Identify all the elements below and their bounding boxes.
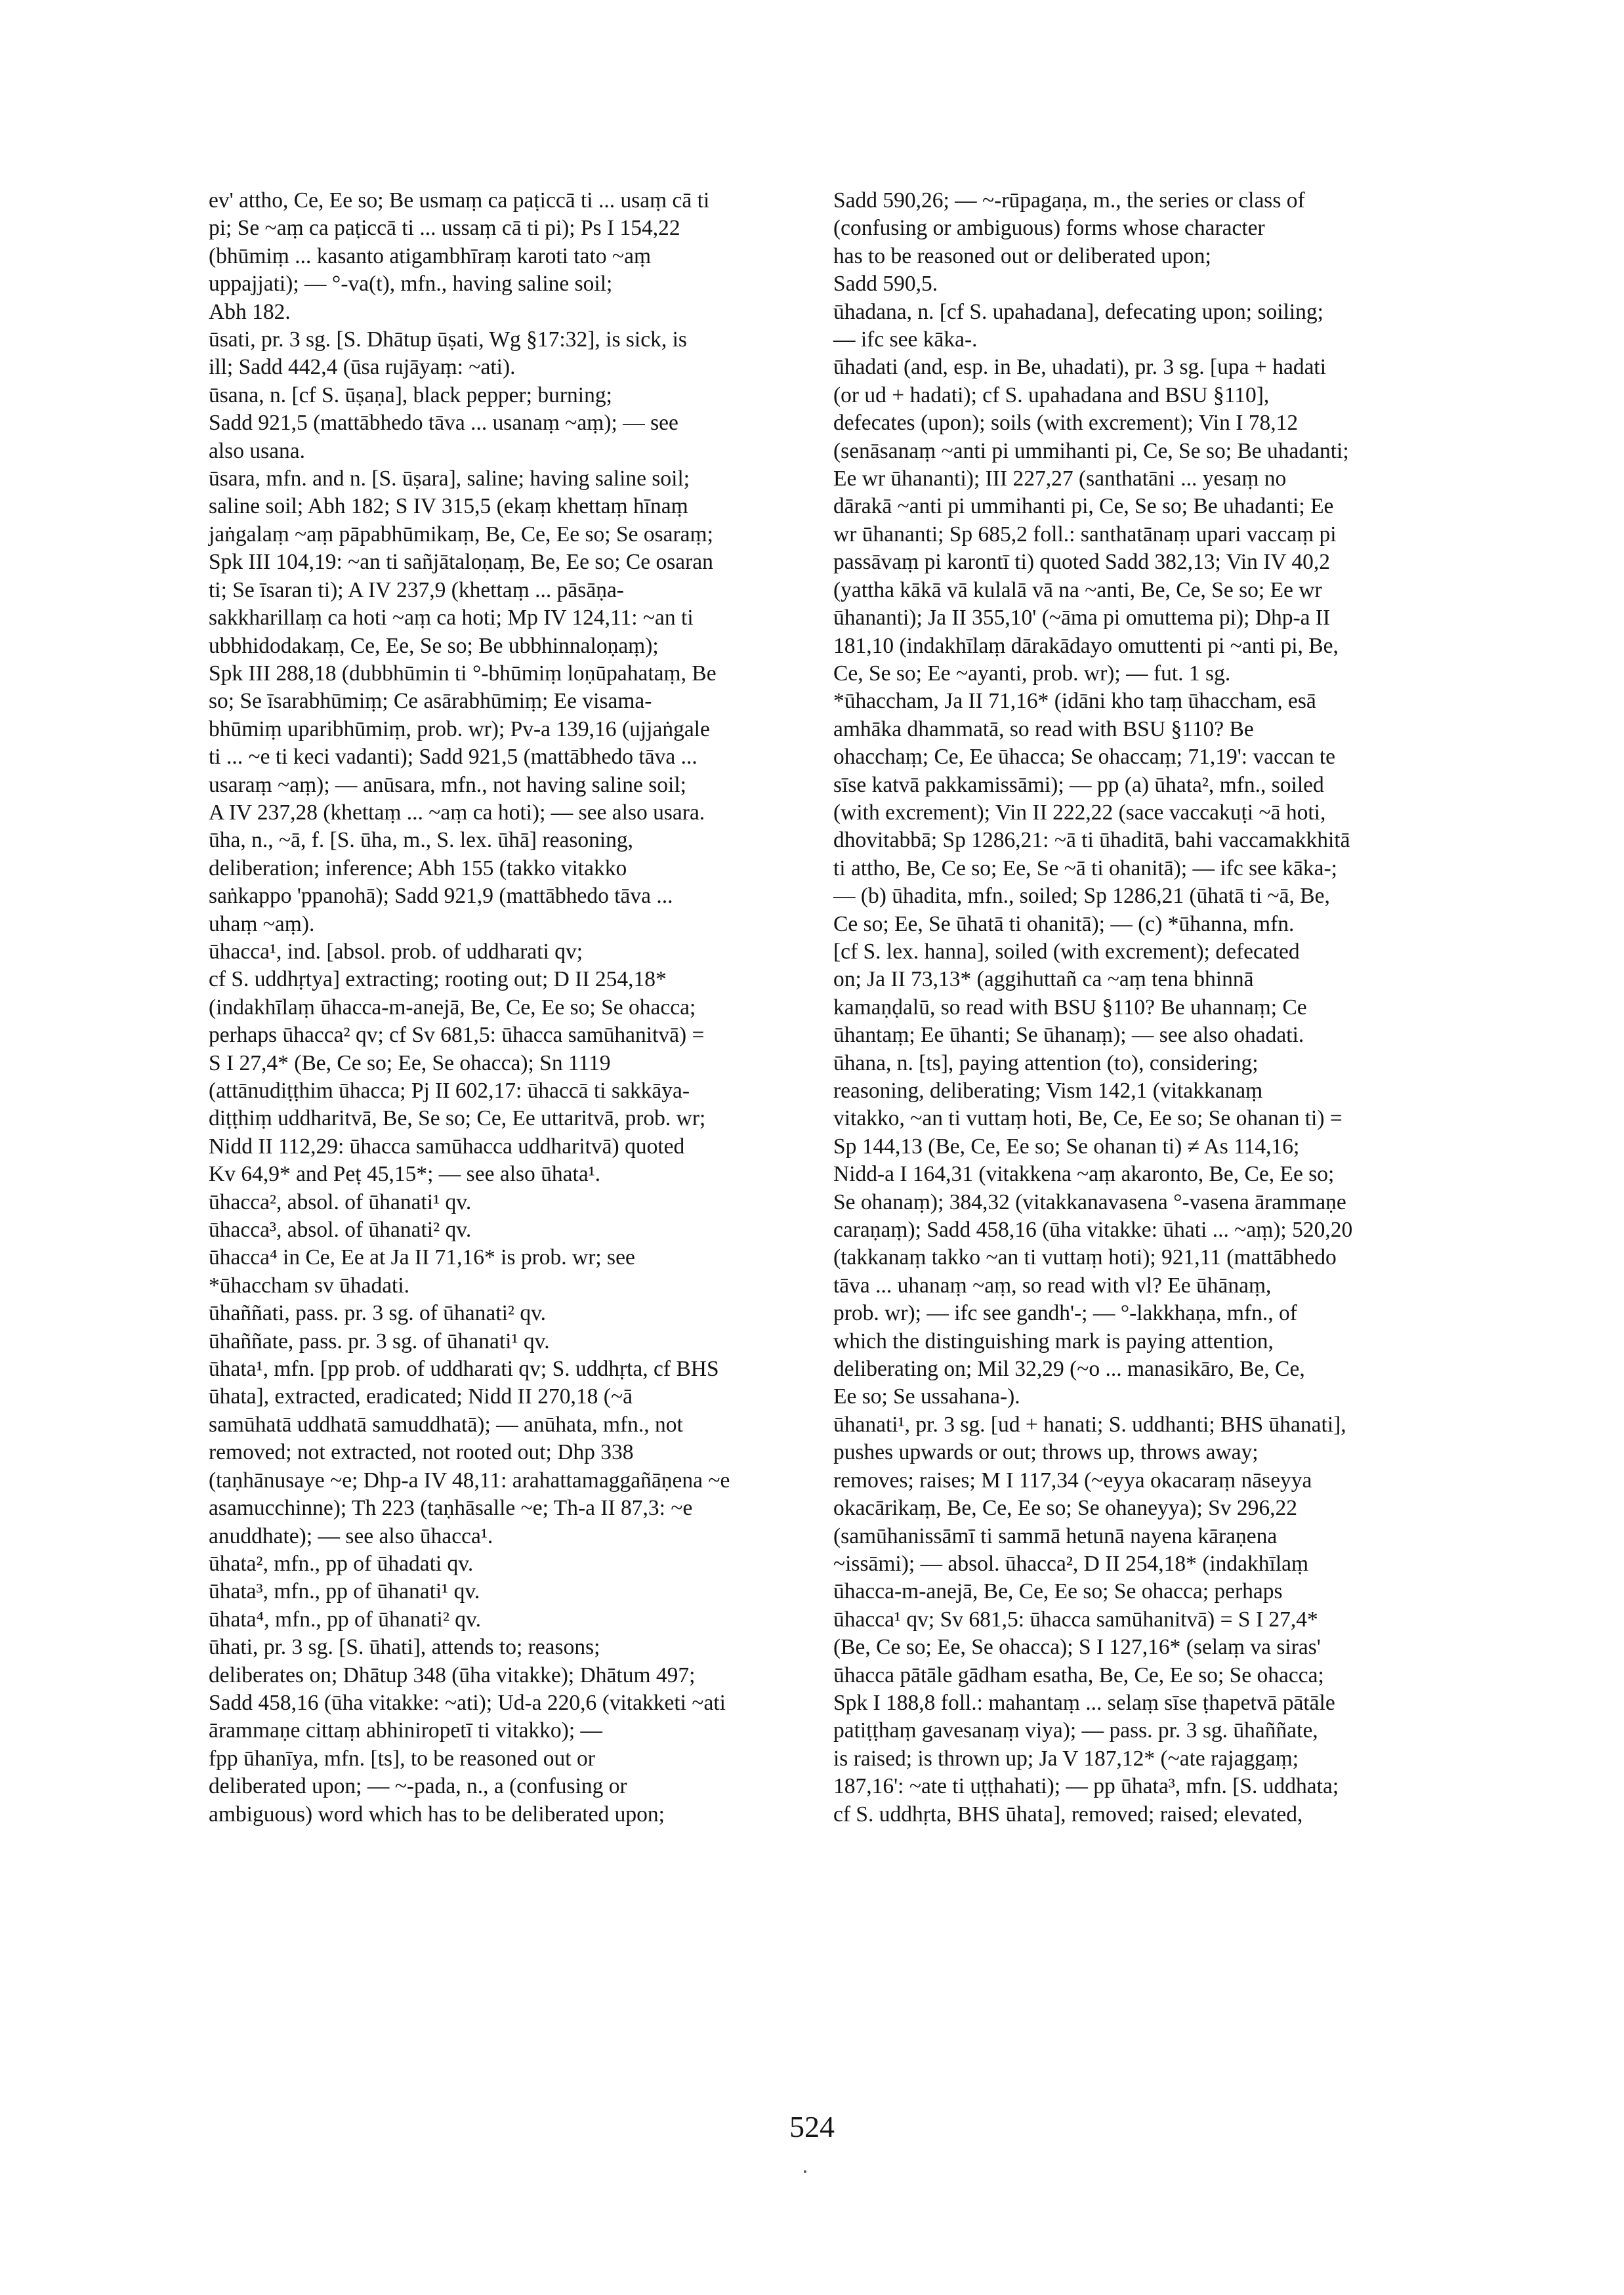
- entry-line: (or ud + hadati); cf S. upahadana and BSU §110],: [833, 382, 1270, 407]
- entry-line: deliberates on; Dhātup 348 (ūha vitakke); Dhātum 497;: [209, 1663, 696, 1687]
- entry-line: has to be reasoned out or deliberated upon;: [833, 243, 1211, 268]
- entry-line: diṭṭhiṃ uddharitvā, Be, Se so; Ce, Ee uttaritvā, prob. wr;: [209, 1106, 706, 1131]
- entry-line: ti; Se īsaran ti); A IV 237,9 (khettaṃ ... pāsāṇa-: [209, 577, 624, 602]
- dictionary-entry: [209, 1606, 819, 1634]
- entry-line: 181,10 (indakhīlaṃ dārakādayo omuttenti pi ~anti pi, Be,: [833, 633, 1339, 658]
- entry-line: asamucchinne); Th 223 (taṇhāsalle ~e; Th-a II 87,3: ~e: [209, 1496, 693, 1521]
- entry-line: Ee so; Se ussahana-).: [833, 1384, 1020, 1409]
- entry-line: sakkharillaṃ ca hoti ~aṃ ca hoti; Mp IV 124,11: ~an ti: [209, 606, 694, 631]
- entry-line: Nidd-a I 164,31 (vitakkena ~aṃ akaronto, Be, Ce, Ee so;: [833, 1162, 1335, 1187]
- entry-line: patiṭṭhaṃ gavesanaṃ viya); — pass. pr. 3 sg. ūhaññate,: [833, 1718, 1318, 1743]
- entry-line: kamaṇḍalū, so read with BSU §110? Be uhannaṃ; Ce: [833, 995, 1307, 1020]
- entry-line: ūhata², mfn., pp of ūhadati qv.: [209, 1551, 474, 1576]
- entry-line: *ūhaccham sv ūhadati.: [209, 1273, 410, 1298]
- entry-line: 187,16': ~ate ti uṭṭhahati); — pp ūhata³, mfn. [S. uddhata;: [833, 1774, 1339, 1799]
- entry-line: Kv 64,9* and Peṭ 45,15*; — see also ūhata¹.: [209, 1162, 601, 1187]
- entry-line: ūhacca¹ qv; Sv 681,5: ūhacca samūhanitvā) = S I 27,4*: [833, 1607, 1318, 1632]
- entry-line: ārammaṇe cittaṃ abhiniropetī ti vitakko); —: [209, 1718, 603, 1743]
- entry-line: okacārikaṃ, Be, Ce, Ee so; Se ohaneyya); Sv 296,22: [833, 1496, 1298, 1521]
- entry-line: saṅkappo 'ppanohā); Sadd 921,9 (mattābhedo tāva ...: [209, 884, 673, 909]
- entry-line: which the distinguishing mark is paying attention,: [833, 1329, 1274, 1354]
- entry-line: samūhatā uddhatā samuddhatā); — anūhata, mfn., not: [209, 1412, 683, 1437]
- entry-line: ūhaññate, pass. pr. 3 sg. of ūhanati¹ qv.: [209, 1329, 550, 1354]
- entry-line: ūsana, n. [cf S. ūṣaṇa], black pepper; burning;: [209, 382, 612, 407]
- dictionary-entry: [209, 938, 819, 1189]
- dictionary-entry: [209, 1634, 819, 1829]
- entry-line: so; Se īsarabhūmiṃ; Ce asārabhūmiṃ; Ee visama-: [209, 689, 652, 714]
- entry-line: deliberated upon; — ~-pada, n., a (confusing or: [209, 1774, 627, 1799]
- entry-line: ti attho, Be, Ce so; Ee, Se ~ā ti ohanitā); — ifc see kāka-;: [833, 856, 1337, 880]
- entry-line: dhovitabbā; Sp 1286,21: ~ā ti ūhaditā, bahi vaccamakkhitā: [833, 828, 1350, 853]
- entry-line: Se ohanaṃ); 384,32 (vitakkanavasena °-vasena ārammaṇe: [833, 1189, 1346, 1214]
- dictionary-entry: [833, 354, 1444, 1049]
- entry-line: uppajjati); — °-va(t), mfn., having saline soil;: [209, 272, 613, 297]
- entry-line: (Be, Ce so; Ee, Se ohacca); S I 127,16* (selaṃ va siras': [833, 1635, 1321, 1660]
- entry-line: (with excrement); Vin II 222,22 (sace vaccakuṭi ~ā hoti,: [833, 800, 1326, 825]
- entry-line: ūhacca-m-anejā, Be, Ce, Ee so; Se ohacca; perhaps: [833, 1579, 1283, 1604]
- entry-line: uhaṃ ~aṃ).: [209, 911, 315, 936]
- dictionary-entry: [209, 1189, 819, 1216]
- entry-line: ill; Sadd 442,4 (ūsa rujāyaṃ: ~ati).: [209, 355, 516, 380]
- entry-line: ti ... ~e ti keci vadanti); Sadd 921,5 (mattābhedo tāva ...: [209, 745, 697, 770]
- entry-line: Sadd 921,5 (mattābhedo tāva ... usanaṃ ~aṃ); — see: [209, 411, 678, 436]
- entry-line: Sadd 590,5.: [833, 272, 938, 297]
- entry-line: ~issāmi); — absol. ūhacca², D II 254,18* (indakhīlaṃ: [833, 1551, 1309, 1576]
- entry-line: pi; Se ~aṃ ca paṭiccā ti ... ussaṃ cā ti pi); Ps I 154,22: [209, 216, 680, 241]
- entry-line: ūhantaṃ; Ee ūhanti; Se ūhanaṃ); — see also ohadati.: [833, 1023, 1304, 1048]
- entry-line: ubbhidodakaṃ, Ce, Ee, Se so; Be ubbhinnaloṇaṃ);: [209, 633, 659, 658]
- entry-line: perhaps ūhacca² qv; cf Sv 681,5: ūhacca samūhanitvā) =: [209, 1023, 705, 1048]
- entry-line: ūsara, mfn. and n. [S. ūṣara], saline; having saline soil;: [209, 466, 690, 491]
- entry-line: (samūhanissāmī ti sammā hetunā nayena kāraṇena: [833, 1523, 1278, 1548]
- entry-line: removes; raises; M I 117,34 (~eyya okacaraṃ nāseyya: [833, 1468, 1312, 1493]
- entry-line: ūhata¹, mfn. [pp prob. of uddharati qv; S. uddhṛta, cf BHS: [209, 1357, 719, 1382]
- entry-line: ūhanati¹, pr. 3 sg. [ud + hanati; S. uddhanti; BHS ūhanati],: [833, 1412, 1346, 1437]
- entry-line: saline soil; Abh 182; S IV 315,5 (ekaṃ khettaṃ hīnaṃ: [209, 494, 688, 519]
- dictionary-entry: [209, 1578, 819, 1605]
- entry-line: [cf S. lex. hanna], soiled (with excrement); defecated: [833, 939, 1300, 964]
- entry-line: anuddhate); — see also ūhacca¹.: [209, 1523, 493, 1548]
- entry-line: also usana.: [209, 438, 305, 463]
- entry-line: ūhata], extracted, eradicated; Nidd II 270,18 (~ā: [209, 1384, 633, 1409]
- dictionary-entry: [833, 299, 1444, 354]
- entry-line: sīse katvā pakkamissāmi); — pp (a) ūhata², mfn., soiled: [833, 772, 1324, 797]
- entry-line: Sadd 590,26; — ~-rūpagaṇa, m., the series or class of: [833, 188, 1305, 213]
- dictionary-entry: [209, 1244, 819, 1300]
- dictionary-entry: [833, 187, 1444, 299]
- entry-line: is raised; is thrown up; Ja V 187,12* (~ate rajaggaṃ;: [833, 1746, 1299, 1771]
- dictionary-entry: [833, 1411, 1444, 1829]
- entry-line: ūhaññati, pass. pr. 3 sg. of ūhanati² qv.: [209, 1301, 547, 1326]
- entry-line: deliberating on; Mil 32,29 (~o ... manasikāro, Be, Ce,: [833, 1357, 1305, 1382]
- entry-line: Ce, Se so; Ee ~ayanti, prob. wr); — fut. 1 sg.: [833, 661, 1231, 686]
- scan-speck: [804, 2170, 806, 2173]
- entry-line: ūhadana, n. [cf S. upahadana], defecating upon; soiling;: [833, 299, 1323, 324]
- entry-line: vitakko, ~an ti vuttaṃ hoti, Be, Ce, Ee so; Se ohanan ti) =: [833, 1106, 1343, 1131]
- dictionary-entry: [209, 1216, 819, 1244]
- dictionary-entry: [209, 1300, 819, 1327]
- entry-line: ūhati, pr. 3 sg. [S. ūhati], attends to; reasons;: [209, 1635, 600, 1660]
- entry-line: S I 27,4* (Be, Ce so; Ee, Se ohacca); Sn 1119: [209, 1050, 611, 1075]
- dictionary-entry: [209, 187, 819, 326]
- entry-line: jaṅgalaṃ ~aṃ pāpabhūmikaṃ, Be, Ce, Ee so; Se osaraṃ;: [209, 522, 713, 547]
- dictionary-entry: [209, 827, 819, 938]
- entry-line: amhāka dhammatā, so read with BSU §110? Be: [833, 716, 1254, 741]
- entry-line: ev' attho, Ce, Ee so; Be usmaṃ ca paṭiccā ti ... usaṃ cā ti: [209, 188, 710, 213]
- entry-line: — (b) ūhadita, mfn., soiled; Sp 1286,21 (ūhatā ti ~ā, Be,: [833, 884, 1330, 909]
- page-number: 524: [789, 2110, 835, 2143]
- entry-line: Sadd 458,16 (ūha vitakke: ~ati); Ud-a 220,6 (vitakketi ~ati: [209, 1690, 726, 1715]
- entry-line: wr ūhananti; Sp 685,2 foll.: santhatānaṃ upari vaccaṃ pi: [833, 522, 1337, 547]
- entry-line: (attānudiṭṭhim ūhacca; Pj II 602,17: ūhaccā ti sakkāya-: [209, 1079, 690, 1103]
- entry-line: cf S. uddhṛtya] extracting; rooting out; D II 254,18*: [209, 967, 667, 992]
- dictionary-entry: [209, 465, 819, 827]
- entry-line: — ifc see kāka-.: [833, 327, 978, 352]
- entry-line: Spk III 288,18 (dubbhūmin ti °-bhūmiṃ loṇūpahataṃ, Be: [209, 661, 717, 686]
- entry-line: Abh 182.: [209, 299, 291, 324]
- entry-line: ūhata³, mfn., pp of ūhanati¹ qv.: [209, 1579, 480, 1604]
- entry-line: tāva ... uhanaṃ ~aṃ, so read with vl? Ee ūhānaṃ,: [833, 1273, 1272, 1298]
- entry-line: ūsati, pr. 3 sg. [S. Dhātup ūṣati, Wg §17:32], is sick, is: [209, 327, 687, 352]
- dictionary-entry: [209, 382, 819, 465]
- entry-line: prob. wr); — ifc see gandh'-; — °-lakkhaṇa, mfn., of: [833, 1301, 1297, 1326]
- entry-line: Nidd II 112,29: ūhacca samūhacca uddharitvā) quoted: [209, 1134, 685, 1159]
- entry-line: (takkanaṃ takko ~an ti vuttaṃ hoti); 921,11 (mattābhedo: [833, 1245, 1337, 1270]
- entry-line: ambiguous) word which has to be deliberated upon;: [209, 1802, 665, 1827]
- entry-line: removed; not extracted, not rooted out; Dhp 338: [209, 1440, 634, 1465]
- entry-line: ūhacca², absol. of ūhanati¹ qv.: [209, 1189, 472, 1214]
- entry-line: ūhana, n. [ts], paying attention (to), considering;: [833, 1050, 1259, 1075]
- entry-line: (senāsanaṃ ~anti pi ummihanti pi, Ce, Se so; Be uhadanti;: [833, 438, 1349, 463]
- entry-line: (indakhīlaṃ ūhacca-m-anejā, Be, Ce, Ee so; Se ohacca;: [209, 995, 696, 1020]
- entry-line: usaraṃ ~aṃ); — anūsara, mfn., not having saline soil;: [209, 772, 686, 797]
- dictionary-entry: [209, 1355, 819, 1550]
- entry-line: ūhata⁴, mfn., pp of ūhanati² qv.: [209, 1607, 481, 1632]
- entry-line: pushes upwards or out; throws up, throws away;: [833, 1440, 1259, 1465]
- entry-line: Ce so; Ee, Se ūhatā ti ohanitā); — (c) *ūhanna, mfn.: [833, 911, 1295, 936]
- entry-line: Spk III 104,19: ~an ti sañjātaloṇaṃ, Be, Ee so; Ce osaran: [209, 550, 713, 575]
- entry-line: ūhacca³, absol. of ūhanati² qv.: [209, 1218, 472, 1243]
- entry-line: ohacchaṃ; Ce, Ee ūhacca; Se ohaccaṃ; 71,19': vaccan te: [833, 745, 1336, 770]
- entry-line: Ee wr ūhananti); III 227,27 (santhatāni ... yesaṃ no: [833, 466, 1287, 491]
- entry-line: on; Ja II 73,13* (aggihuttañ ca ~aṃ tena bhinnā: [833, 967, 1254, 992]
- entry-line: bhūmiṃ uparibhūmiṃ, prob. wr); Pv-a 139,16 (ujjaṅgale: [209, 716, 710, 741]
- entry-line: ūhacca¹, ind. [absol. prob. of uddharati qv;: [209, 939, 583, 964]
- entry-line: deliberation; inference; Abh 155 (takko vitakko: [209, 856, 627, 880]
- dictionary-entry: [209, 1550, 819, 1578]
- entry-line: passāvaṃ pi karontī ti) quoted Sadd 382,13; Vin IV 40,2: [833, 550, 1330, 575]
- entry-line: *ūhaccham, Ja II 71,16* (idāni kho taṃ ūhaccham, esā: [833, 689, 1316, 714]
- entry-line: A IV 237,28 (khettaṃ ... ~aṃ ca hoti); — see also usara.: [209, 800, 705, 825]
- right-column: [833, 187, 1444, 1829]
- entry-line: ūhacca⁴ in Ce, Ee at Ja II 71,16* is prob. wr; see: [209, 1245, 635, 1270]
- dictionary-entry: [209, 1328, 819, 1355]
- entry-line: caraṇaṃ); Sadd 458,16 (ūha vitakke: ūhati ... ~aṃ); 520,20: [833, 1218, 1353, 1243]
- dictionary-entry: [209, 326, 819, 382]
- entry-line: ūha, n., ~ā, f. [S. ūha, m., S. lex. ūhā] reasoning,: [209, 828, 634, 853]
- dictionary-entry: [833, 1050, 1444, 1411]
- entry-line: ūhacca pātāle gādham esatha, Be, Ce, Ee so; Se ohacca;: [833, 1663, 1324, 1687]
- entry-line: (bhūmiṃ ... kasanto atigambhīraṃ karoti tato ~aṃ: [209, 243, 652, 268]
- left-column: [209, 187, 819, 1829]
- entry-line: Spk I 188,8 foll.: mahantaṃ ... selaṃ sīse ṭhapetvā pātāle: [833, 1690, 1335, 1715]
- entry-line: ūhananti); Ja II 355,10' (~āma pi omuttema pi); Dhp-a II: [833, 606, 1331, 631]
- entry-line: ūhadati (and, esp. in Be, uhadati), pr. 3 sg. [upa + hadati: [833, 355, 1327, 380]
- entry-line: (confusing or ambiguous) forms whose character: [833, 216, 1265, 241]
- entry-line: defecates (upon); soils (with excrement); Vin I 78,12: [833, 411, 1299, 436]
- entry-line: cf S. uddhṛta, BHS ūhata], removed; raised; elevated,: [833, 1802, 1303, 1827]
- entry-line: (taṇhānusaye ~e; Dhp-a IV 48,11: arahattamaggañāṇena ~e: [209, 1468, 730, 1493]
- entry-line: dārakā ~anti pi ummihanti pi, Ce, Se so; Be uhadanti; Ee: [833, 494, 1334, 519]
- entry-line: (yattha kākā vā kulalā vā na ~anti, Be, Ce, Se so; Ee wr: [833, 577, 1322, 602]
- entry-line: fpp ūhanīya, mfn. [ts], to be reasoned out or: [209, 1746, 595, 1771]
- entry-line: Sp 144,13 (Be, Ce, Ee so; Se ohanan ti) ≠ As 114,16;: [833, 1134, 1300, 1159]
- entry-line: reasoning, deliberating; Vism 142,1 (vitakkanaṃ: [833, 1079, 1263, 1103]
